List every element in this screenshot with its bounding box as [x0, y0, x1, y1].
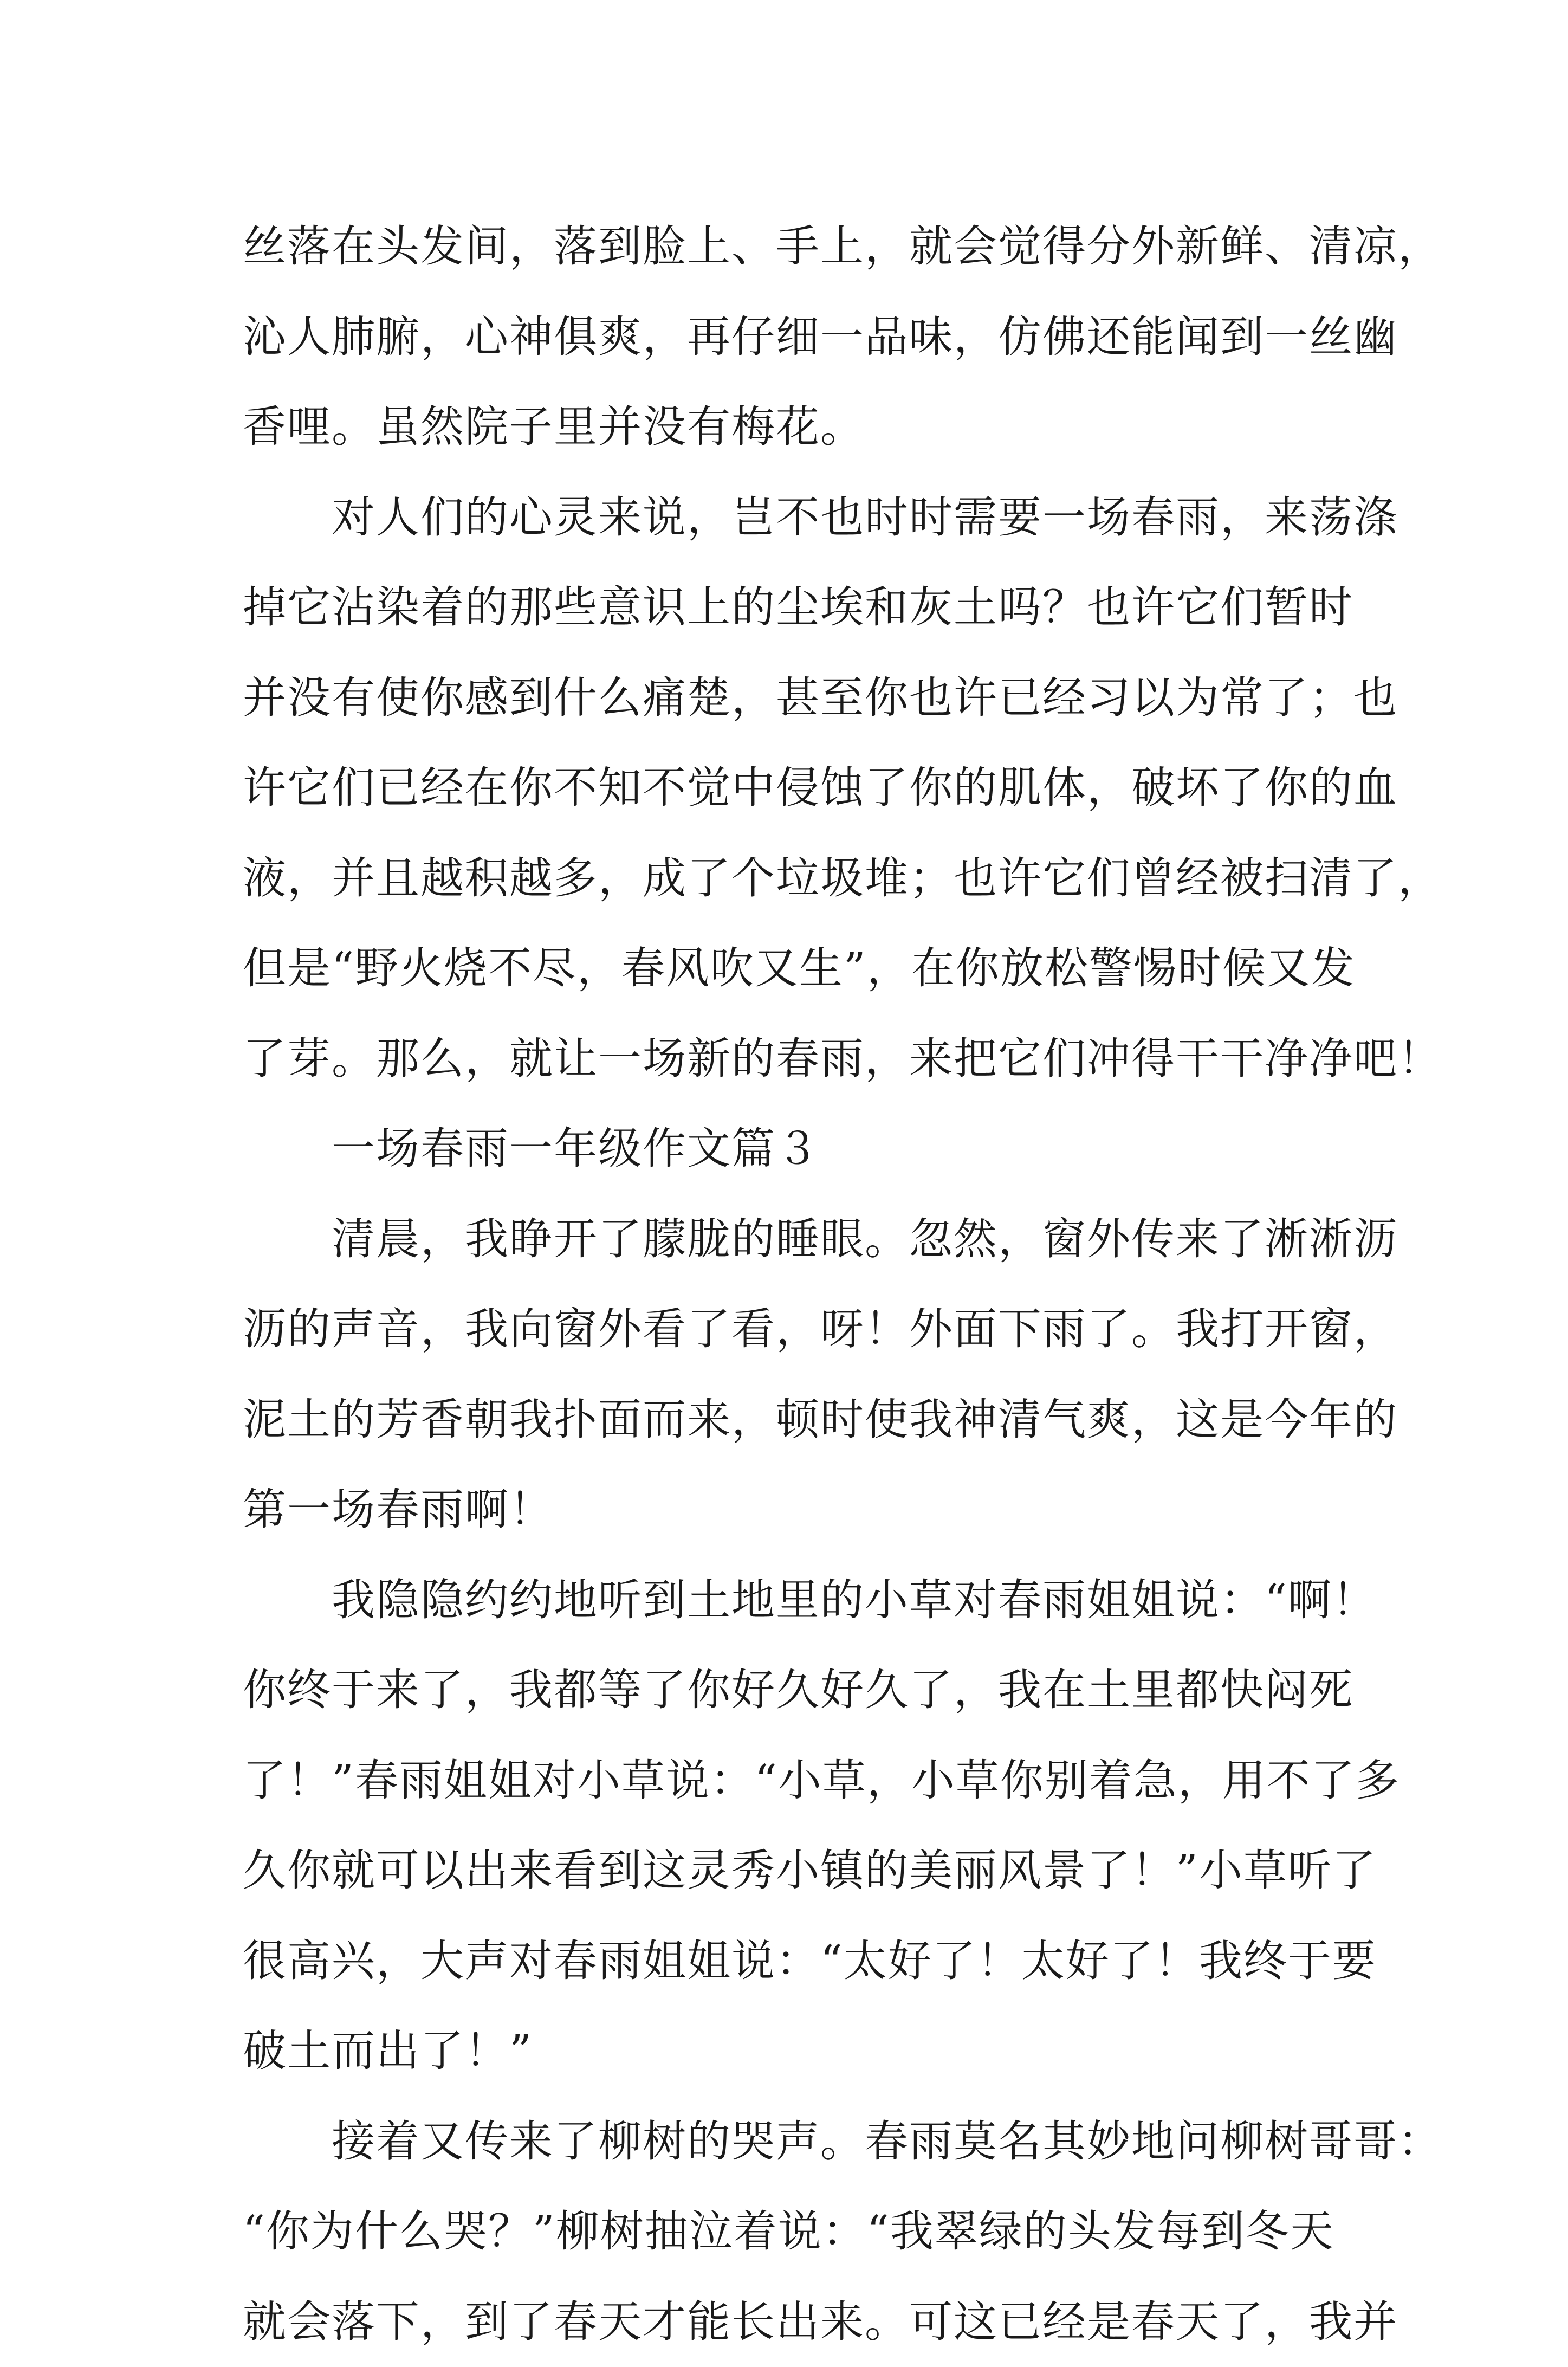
text-line: 很高兴，大声对春雨姐姐说：“太好了！太好了！我终于要 [243, 1916, 1337, 2007]
text-line: 沁人肺腑，心神俱爽，再仔细一品味，仿佛还能闻到一丝幽 [243, 292, 1337, 383]
text-line: 你终于来了，我都等了你好久好久了，我在土里都快闷死 [243, 1645, 1337, 1736]
text-line: 掉它沾染着的那些意识上的尘埃和灰土吗？也许它们暂时 [243, 562, 1337, 653]
text-line: 泥土的芳香朝我扑面而来，顿时使我神清气爽，这是今年的 [243, 1375, 1337, 1465]
text-line: 许它们已经在你不知不觉中侵蚀了你的肌体，破坏了你的血 [243, 743, 1337, 833]
text-line: 清晨，我睁开了朦胧的睡眼。忽然，窗外传来了淅淅沥 [243, 1194, 1337, 1285]
text-line: 并没有使你感到什么痛楚，甚至你也许已经习以为常了；也 [243, 653, 1337, 743]
text-line: 第一场春雨啊！ [243, 1465, 1337, 1555]
section-heading: 一场春雨一年级作文篇３ [243, 1104, 1337, 1194]
text-line: 了！”春雨姐姐对小草说：“小草，小草你别着急，用不了多 [243, 1736, 1337, 1826]
text-line: 沥的声音，我向窗外看了看，呀！外面下雨了。我打开窗， [243, 1284, 1337, 1375]
text-line: “你为什么哭？”柳树抽泣着说：“我翠绿的头发每到冬天 [243, 2187, 1337, 2277]
text-line: 破土而出了！” [243, 2006, 1337, 2097]
text-line: 对人们的心灵来说，岂不也时时需要一场春雨，来荡涤 [243, 473, 1337, 563]
text-line: 液，并且越积越多，成了个垃圾堆；也许它们曾经被扫清了， [243, 833, 1337, 924]
text-line: 但是“野火烧不尽，春风吹又生”，在你放松警惕时候又发 [243, 923, 1337, 1014]
text-line: 接着又传来了柳树的哭声。春雨莫名其妙地问柳树哥哥： [243, 2097, 1337, 2187]
text-line: 了芽。那么，就让一场新的春雨，来把它们冲得干干净净吧！ [243, 1014, 1337, 1104]
text-line: 香哩。虽然院子里并没有梅花。 [243, 382, 1337, 473]
text-line: 丝落在头发间，落到脸上、手上，就会觉得分外新鲜、清凉， [243, 202, 1337, 292]
body-text [243, 202, 1337, 2367]
text-line: 我隐隐约约地听到土地里的小草对春雨姐姐说：“啊！ [243, 1555, 1337, 1646]
text-line: 久你就可以出来看到这灵秀小镇的美丽风景了！”小草听了 [243, 1826, 1337, 1916]
text-line: 就会落下，到了春天才能长出来。可这已经是春天了，我并 [243, 2277, 1337, 2367]
